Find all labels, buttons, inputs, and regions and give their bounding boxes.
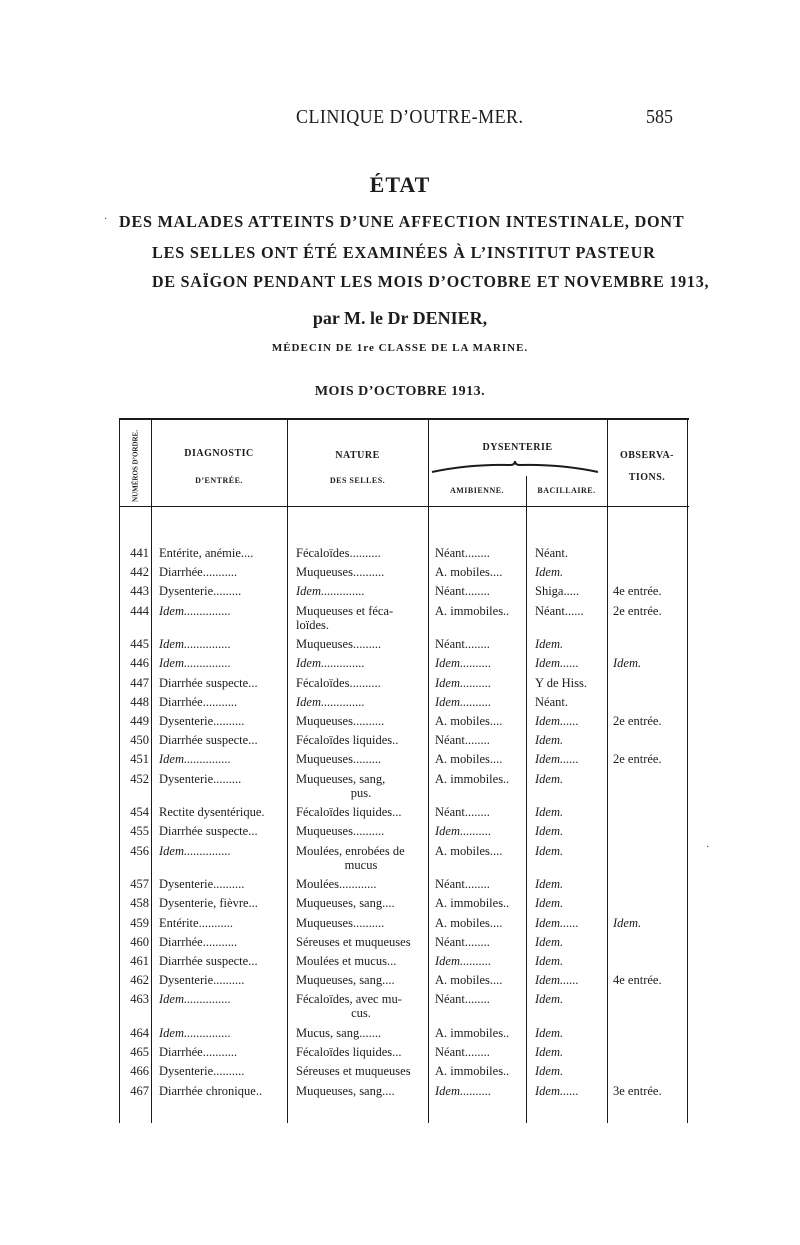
cell-diagnostic: Rectite dysentérique. <box>159 805 265 820</box>
cell-amibienne: Idem.......... <box>435 954 492 968</box>
cell-nature: Fécaloïdes liquides.. <box>296 733 399 748</box>
cell-amibienne: Néant........ <box>435 546 490 560</box>
row-number: 465 <box>130 1045 149 1060</box>
row-number: 464 <box>130 1026 149 1040</box>
header-amibienne: AMIBIENNE. <box>449 486 505 495</box>
page-number: 585 <box>646 106 673 128</box>
cell-diagnostic: Diarrhée........... <box>159 934 238 949</box>
cell-bacillaire: Idem. <box>535 637 564 652</box>
cell-nature: Muqueuses, sang.... <box>296 973 395 988</box>
cell-amibienne: A. immobiles.. <box>435 771 510 786</box>
running-title: CLINIQUE D’OUTRE-MER. <box>296 106 524 128</box>
row-number: 451 <box>130 752 149 767</box>
cell-observations: 4e entrée. <box>613 973 662 988</box>
cell-bacillaire: Y de Hiss. <box>535 675 587 690</box>
row-number: 460 <box>130 934 149 949</box>
header-observations-2: TIONS. <box>628 472 666 483</box>
cell-diagnostic: Dysenterie, fièvre... <box>159 896 258 911</box>
cell-nature: Séreuses et muqueuses <box>296 934 411 949</box>
cell-diagnostic: Diarrhée suspecte... <box>159 824 258 839</box>
cell-amibienne: A. immobiles.. <box>435 1064 510 1079</box>
cell-nature: Séreuses et muqueuses <box>296 1064 411 1079</box>
cell-nature: Fécaloïdes, avec mu- <box>296 992 402 1007</box>
cell-observations: 2e entrée. <box>613 752 662 767</box>
cell-bacillaire: Idem. <box>535 877 564 892</box>
row-number: 454 <box>130 805 149 820</box>
cell-bacillaire: Idem. <box>535 843 564 858</box>
cell-nature: Idem.............. <box>296 694 365 709</box>
header-rule <box>119 506 689 507</box>
cell-diagnostic: Diarrhée........... <box>159 1045 238 1060</box>
cell-diagnostic: Entérite, anémie.... <box>159 546 254 560</box>
cell-diagnostic: Dysenterie.......... <box>159 973 245 988</box>
row-number: 457 <box>130 877 149 892</box>
cell-diagnostic: Dysenterie......... <box>159 771 242 786</box>
header-diag-sub: D’ENTRÉE. <box>195 476 243 485</box>
cell-bacillaire: Idem...... <box>535 656 579 671</box>
cell-nature: Fécaloïdes.......... <box>296 675 381 690</box>
cell-nature: Fécaloïdes liquides... <box>296 805 402 820</box>
table-rule <box>151 420 152 1123</box>
document-title: ÉTAT <box>369 172 431 197</box>
cell-amibienne: Néant........ <box>435 1045 490 1060</box>
row-number: 458 <box>130 896 149 911</box>
title-line-1: DES MALADES ATTEINTS D’UNE AFFECTION INTESTINALE, DONT <box>119 212 685 231</box>
data-table <box>119 418 689 1123</box>
cell-diagnostic: Idem............... <box>159 656 231 671</box>
row-number: 449 <box>130 714 149 728</box>
cell-amibienne: Idem.......... <box>435 675 492 690</box>
cell-nature: Muqueuses......... <box>296 637 382 652</box>
cell-diagnostic: Idem............... <box>159 992 231 1007</box>
cell-amibienne: A. mobiles.... <box>435 973 503 988</box>
cell-nature-continuation: mucus <box>344 857 378 872</box>
margin-mark: · <box>706 842 710 853</box>
cell-bacillaire: Idem. <box>535 733 564 748</box>
table-rule <box>287 420 288 1123</box>
author-line: par M. le Dr DENIER, <box>312 308 488 328</box>
cell-amibienne: A. immobiles.. <box>435 603 510 618</box>
author-title: MÉDECIN DE 1re CLASSE DE LA MARINE. <box>271 342 529 354</box>
table-rule <box>526 476 527 1123</box>
cell-observations: 2e entrée. <box>613 714 662 728</box>
header-num <box>121 426 151 506</box>
cell-bacillaire: Idem. <box>535 1026 564 1040</box>
cell-diagnostic: Dysenterie.......... <box>159 877 245 892</box>
title-line-3: DE SAÏGON PENDANT LES MOIS D’OCTOBRE ET NOVEMBRE 1913, <box>152 272 710 291</box>
header-diag: DIAGNOSTIC <box>184 448 254 459</box>
cell-amibienne: A. mobiles.... <box>435 843 503 858</box>
cell-amibienne: Néant........ <box>435 637 490 652</box>
cell-diagnostic: Diarrhée suspecte... <box>159 675 258 690</box>
cell-observations: Idem. <box>613 915 642 930</box>
cell-bacillaire: Néant...... <box>535 603 584 618</box>
cell-amibienne: Néant........ <box>435 877 490 892</box>
cell-nature: Muqueuses et féca- <box>296 603 394 618</box>
row-number: 462 <box>130 973 149 988</box>
cell-amibienne: Idem.......... <box>435 1083 492 1098</box>
row-number: 466 <box>130 1064 149 1079</box>
table-rule <box>687 420 688 1123</box>
cell-diagnostic: Entérite........... <box>159 915 233 930</box>
cell-amibienne: Néant........ <box>435 934 490 949</box>
cell-bacillaire: Idem. <box>535 824 564 839</box>
cell-bacillaire: Idem...... <box>535 714 579 728</box>
row-number: 459 <box>130 915 149 930</box>
table-rule <box>428 420 429 1123</box>
cell-diagnostic: Diarrhée........... <box>159 694 238 709</box>
cell-bacillaire: Idem. <box>535 1045 564 1060</box>
cell-nature: Mucus, sang....... <box>296 1026 382 1040</box>
cell-diagnostic: Dysenterie.......... <box>159 714 245 728</box>
cell-bacillaire: Idem. <box>535 1064 564 1079</box>
row-number: 448 <box>130 694 149 709</box>
cell-observations: 4e entrée. <box>613 584 662 599</box>
row-number: 450 <box>130 733 149 748</box>
row-number: 441 <box>130 546 149 560</box>
row-number: 445 <box>130 637 149 652</box>
header-num-label: NUMÉROS D’ORDRE. <box>131 430 140 502</box>
cell-nature: Idem.............. <box>296 656 365 671</box>
cell-bacillaire: Shiga..... <box>535 584 580 599</box>
row-number: 443 <box>130 584 149 599</box>
cell-amibienne: Néant........ <box>435 992 490 1007</box>
cell-amibienne: A. mobiles.... <box>435 565 503 580</box>
cell-bacillaire: Idem. <box>535 771 564 786</box>
cell-nature: Moulées............ <box>296 877 377 892</box>
cell-diagnostic: Diarrhée chronique.. <box>159 1083 263 1098</box>
row-number: 467 <box>130 1083 149 1098</box>
cell-diagnostic: Diarrhée........... <box>159 565 238 580</box>
cell-amibienne: Idem.......... <box>435 656 492 671</box>
cell-diagnostic: Idem............... <box>159 752 231 767</box>
row-number: 455 <box>130 824 149 839</box>
cell-diagnostic: Dysenterie.......... <box>159 1064 245 1079</box>
row-number: 463 <box>130 992 149 1007</box>
cell-diagnostic: Idem............... <box>159 1026 231 1040</box>
header-nature-sub: DES SELLES. <box>329 476 386 485</box>
cell-nature: Muqueuses......... <box>296 752 382 767</box>
cell-nature-continuation: pus. <box>350 785 372 800</box>
cell-nature: Muqueuses, sang, <box>296 771 386 786</box>
row-number: 452 <box>130 771 149 786</box>
cell-diagnostic: Diarrhée suspecte... <box>159 733 258 748</box>
cell-diagnostic: Diarrhée suspecte... <box>159 954 258 968</box>
cell-amibienne: A. mobiles.... <box>435 915 503 930</box>
cell-nature: Muqueuses, sang.... <box>296 896 395 911</box>
row-number: 442 <box>130 565 149 580</box>
row-number: 446 <box>130 656 149 671</box>
cell-amibienne: A. immobiles.. <box>435 1026 510 1040</box>
cell-bacillaire: Idem...... <box>535 752 579 767</box>
cell-bacillaire: Idem. <box>535 896 564 911</box>
cell-nature: Muqueuses.......... <box>296 824 385 839</box>
cell-amibienne: A. immobiles.. <box>435 896 510 911</box>
header-observations: OBSERVA- <box>619 450 675 461</box>
cell-amibienne: Néant........ <box>435 584 490 599</box>
cell-diagnostic: Idem............... <box>159 637 231 652</box>
row-number: 456 <box>130 843 149 858</box>
cell-nature: Fécaloïdes.......... <box>296 546 381 560</box>
cell-amibienne: Néant........ <box>435 805 490 820</box>
cell-nature: Moulées et mucus... <box>296 954 397 968</box>
cell-bacillaire: Idem. <box>535 992 564 1007</box>
cell-amibienne: Néant........ <box>435 733 490 748</box>
cell-nature: Fécaloïdes liquides... <box>296 1045 402 1060</box>
running-head <box>0 104 800 134</box>
cell-bacillaire: Idem...... <box>535 1083 579 1098</box>
title-line-2: LES SELLES ONT ÉTÉ EXAMINÉES À L’INSTITUT PASTEUR <box>152 243 656 262</box>
cell-bacillaire: Idem. <box>535 954 564 968</box>
cell-amibienne: A. mobiles.... <box>435 714 503 728</box>
cell-amibienne: A. mobiles.... <box>435 752 503 767</box>
cell-nature: Muqueuses, sang.... <box>296 1083 395 1098</box>
cell-bacillaire: Idem...... <box>535 973 579 988</box>
month-heading: MOIS D’OCTOBRE 1913. <box>314 384 486 399</box>
cell-nature-continuation: cus. <box>351 1006 371 1021</box>
cell-bacillaire: Idem. <box>535 934 564 949</box>
cell-nature: Idem.............. <box>296 584 365 599</box>
cell-bacillaire: Idem...... <box>535 915 579 930</box>
cell-nature-continuation: loïdes. <box>296 617 329 632</box>
row-number: 447 <box>130 675 149 690</box>
row-number: 444 <box>130 603 149 618</box>
cell-nature: Muqueuses.......... <box>296 714 385 728</box>
cell-amibienne: Idem.......... <box>435 694 492 709</box>
cell-nature: Moulées, enrobées de <box>296 843 405 858</box>
cell-bacillaire: Néant. <box>535 546 568 560</box>
cell-nature: Muqueuses.......... <box>296 915 385 930</box>
cell-bacillaire: Idem. <box>535 805 564 820</box>
cell-bacillaire: Idem. <box>535 565 564 580</box>
cell-diagnostic: Idem............... <box>159 603 231 618</box>
cell-amibienne: Idem.......... <box>435 824 492 839</box>
cell-nature: Muqueuses.......... <box>296 565 385 580</box>
cell-bacillaire: Néant. <box>535 694 568 709</box>
header-dysenterie: DYSENTERIE <box>482 442 553 453</box>
cell-observations: 3e entrée. <box>613 1083 662 1098</box>
cell-diagnostic: Dysenterie......... <box>159 584 242 599</box>
cell-observations: 2e entrée. <box>613 603 662 618</box>
header-nature: NATURE <box>335 450 380 461</box>
margin-mark: · <box>104 214 108 225</box>
row-number: 461 <box>130 954 149 968</box>
header-brace <box>430 460 600 474</box>
cell-observations: Idem. <box>613 656 642 671</box>
cell-diagnostic: Idem............... <box>159 843 231 858</box>
header-bacillaire: BACILLAIRE. <box>537 486 596 495</box>
